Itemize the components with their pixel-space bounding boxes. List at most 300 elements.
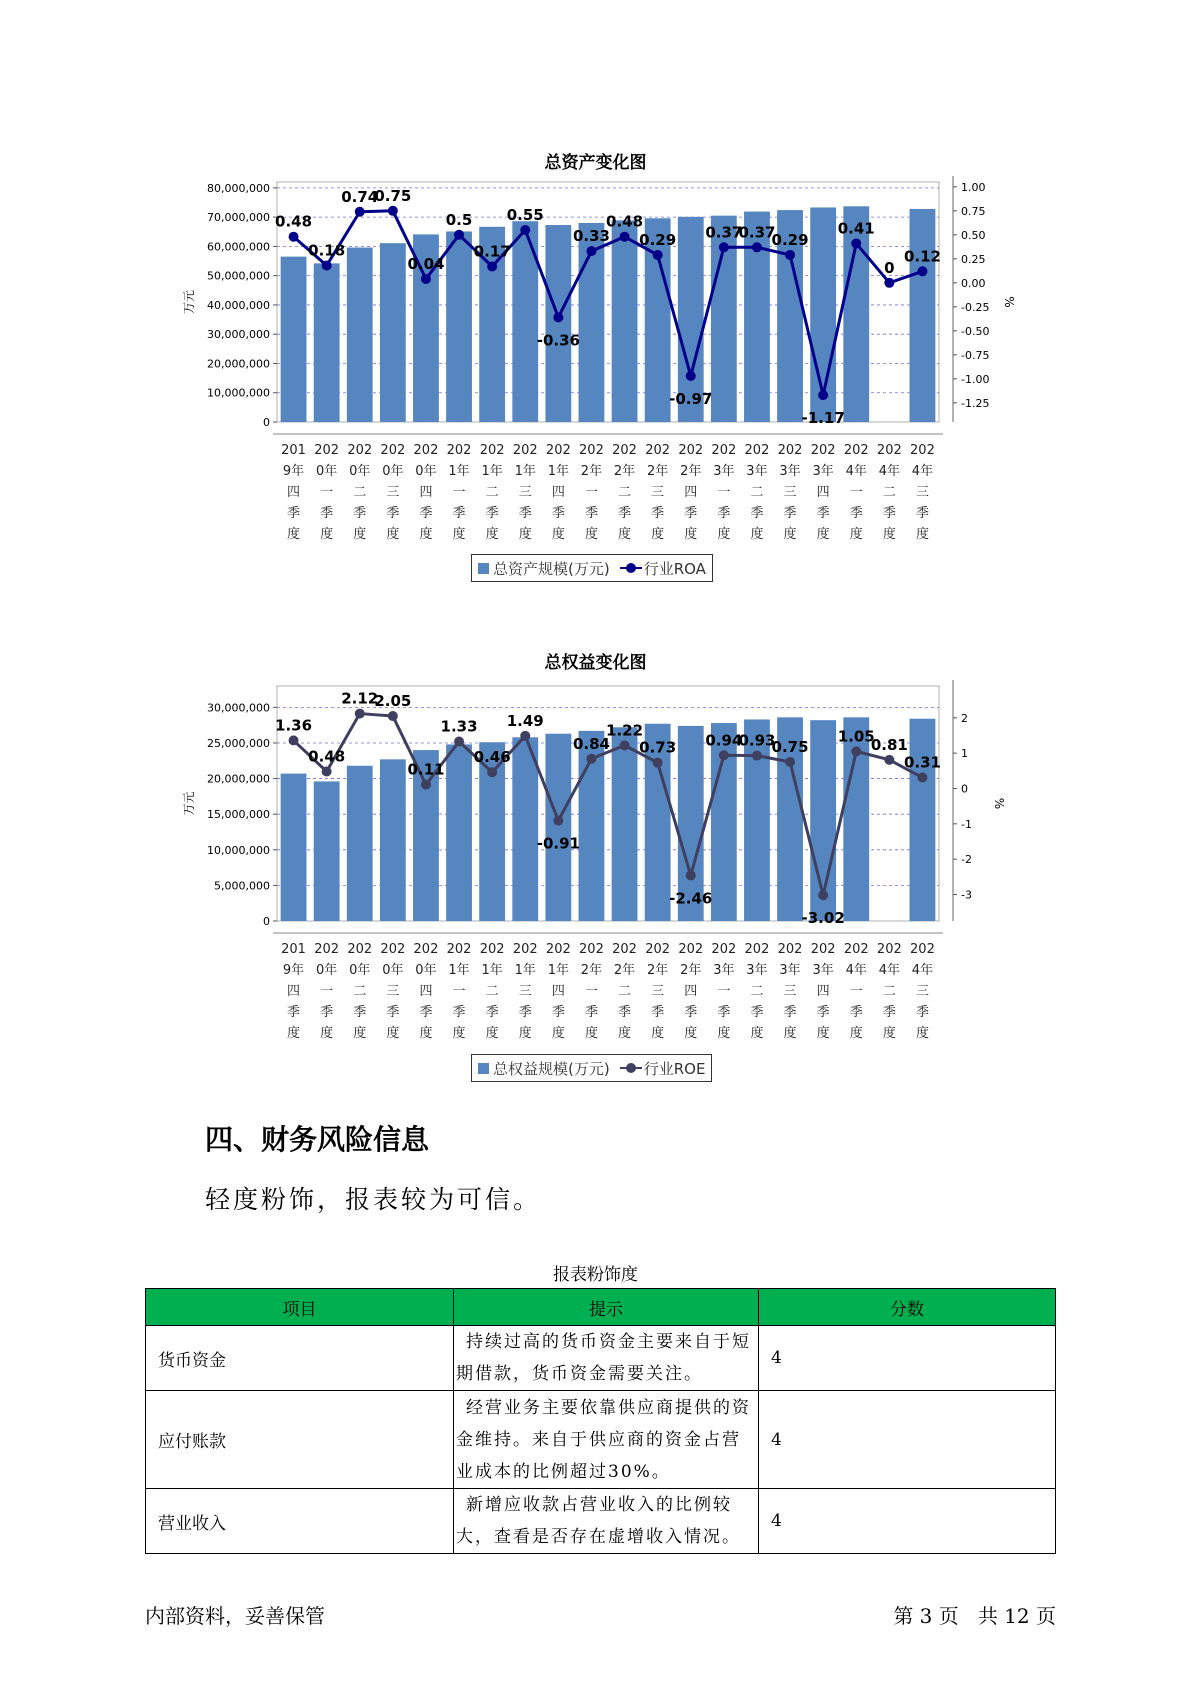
x-tick-label: 202 bbox=[347, 443, 373, 458]
x-tick-label: 一 bbox=[452, 984, 466, 999]
x-tick-label: 三 bbox=[386, 984, 400, 999]
line-point bbox=[818, 890, 828, 900]
bar bbox=[347, 766, 373, 921]
x-tick-label: 度 bbox=[684, 1026, 698, 1041]
x-tick-label: 三 bbox=[518, 485, 532, 500]
x-tick-label: 度 bbox=[353, 1026, 367, 1041]
bar bbox=[347, 248, 373, 422]
x-tick-label: 1年 bbox=[448, 464, 470, 479]
x-tick-label: 四 bbox=[551, 485, 565, 500]
x-tick-label: 度 bbox=[386, 527, 400, 542]
data-label: 0.46 bbox=[473, 748, 511, 767]
line-point bbox=[322, 767, 332, 777]
y-axis-label: 万元 bbox=[182, 791, 196, 816]
table-caption: 报表粉饰度 bbox=[553, 1265, 638, 1285]
x-tick-label: 202 bbox=[347, 942, 373, 957]
x-tick-label: 度 bbox=[816, 527, 830, 542]
x-tick-label: 0年 bbox=[316, 963, 338, 978]
data-label: 0.74 bbox=[341, 187, 379, 206]
x-tick-label: 202 bbox=[314, 443, 340, 458]
line-point bbox=[487, 767, 497, 777]
y2-tick-label: 0 bbox=[961, 782, 968, 796]
total-assets-chart-svg bbox=[0, 140, 1191, 560]
y-tick-label: 20,000,000 bbox=[207, 772, 270, 786]
data-label: -2.46 bbox=[669, 889, 713, 908]
data-label: 0.29 bbox=[639, 230, 677, 249]
chart-legend bbox=[471, 554, 713, 582]
line-point bbox=[719, 750, 729, 760]
bar bbox=[380, 243, 406, 422]
line-point bbox=[884, 755, 894, 765]
x-tick-label: 202 bbox=[876, 443, 902, 458]
x-tick-label: 202 bbox=[777, 942, 803, 957]
x-tick-label: 202 bbox=[413, 942, 439, 957]
line-point bbox=[719, 242, 729, 252]
x-tick-label: 度 bbox=[717, 527, 731, 542]
line-point bbox=[520, 225, 530, 235]
x-tick-label: 202 bbox=[645, 942, 671, 957]
x-tick-label: 度 bbox=[849, 527, 863, 542]
data-label: -3.02 bbox=[801, 909, 845, 928]
row-score: 4 bbox=[759, 1326, 1056, 1391]
y2-tick-label: -0.75 bbox=[961, 348, 990, 362]
data-label: 0.41 bbox=[837, 219, 875, 238]
x-tick-label: 202 bbox=[479, 443, 505, 458]
data-label: 0.93 bbox=[738, 731, 776, 750]
x-tick-label: 季 bbox=[882, 1005, 896, 1020]
x-tick-label: 度 bbox=[551, 527, 565, 542]
x-tick-label: 0年 bbox=[382, 464, 404, 479]
bar bbox=[512, 737, 538, 921]
x-tick-label: 四 bbox=[684, 485, 698, 500]
x-tick-label: 2年 bbox=[613, 464, 636, 479]
data-label: 0.75 bbox=[374, 186, 412, 205]
x-tick-label: 202 bbox=[380, 942, 406, 957]
x-tick-label: 二 bbox=[353, 485, 367, 500]
legend-bar-label: 总权益规模(万元) bbox=[493, 1059, 610, 1078]
y2-tick-label: 1.00 bbox=[961, 180, 986, 194]
data-label: 0.48 bbox=[308, 747, 346, 766]
x-tick-label: 3年 bbox=[779, 464, 801, 479]
y-tick-label: 5,000,000 bbox=[214, 879, 270, 893]
y2-tick-label: -1.25 bbox=[961, 396, 990, 410]
bar bbox=[380, 759, 406, 921]
x-tick-label: 202 bbox=[744, 443, 770, 458]
line-point bbox=[322, 261, 332, 271]
data-label: -0.91 bbox=[536, 834, 580, 853]
x-tick-label: 二 bbox=[750, 485, 764, 500]
x-tick-label: 0年 bbox=[349, 963, 371, 978]
x-tick-label: 202 bbox=[314, 942, 340, 957]
data-label: -0.36 bbox=[536, 331, 580, 350]
risk-table bbox=[145, 1288, 1056, 1554]
bar bbox=[314, 781, 340, 921]
y-tick-label: 40,000,000 bbox=[207, 298, 270, 312]
x-tick-label: 季 bbox=[816, 1005, 830, 1020]
x-tick-label: 三 bbox=[651, 984, 665, 999]
x-tick-label: 度 bbox=[750, 527, 764, 542]
x-tick-label: 季 bbox=[485, 506, 499, 521]
x-tick-label: 202 bbox=[810, 443, 836, 458]
y-tick-label: 10,000,000 bbox=[207, 386, 270, 400]
bar bbox=[910, 719, 936, 921]
y-tick-label: 50,000,000 bbox=[207, 269, 270, 283]
row-hint: 新增应收款占营业收入的比例较大，查看是否存在虚增收入情况。 bbox=[454, 1489, 759, 1554]
x-tick-label: 9年 bbox=[282, 464, 305, 479]
x-tick-label: 4年 bbox=[845, 963, 867, 978]
x-tick-label: 一 bbox=[717, 984, 731, 999]
x-tick-label: 4年 bbox=[878, 963, 900, 978]
x-tick-label: 季 bbox=[882, 506, 896, 521]
x-tick-label: 3年 bbox=[713, 963, 735, 978]
bar bbox=[910, 209, 936, 422]
x-tick-label: 三 bbox=[386, 485, 400, 500]
x-tick-label: 202 bbox=[843, 443, 869, 458]
x-tick-label: 202 bbox=[810, 942, 836, 957]
data-label: 0.94 bbox=[705, 731, 743, 750]
x-tick-label: 四 bbox=[816, 485, 830, 500]
data-label: 0.48 bbox=[275, 212, 313, 231]
table-row bbox=[146, 1391, 1056, 1489]
data-label: 1.36 bbox=[275, 716, 313, 735]
x-tick-label: 1年 bbox=[514, 464, 536, 479]
data-label: 0.75 bbox=[771, 737, 809, 756]
x-tick-label: 0年 bbox=[349, 464, 371, 479]
y2-tick-label: -2 bbox=[961, 853, 972, 867]
x-tick-label: 202 bbox=[843, 942, 869, 957]
x-tick-label: 202 bbox=[512, 942, 538, 957]
total-equity-chart-svg bbox=[0, 640, 1191, 1060]
y-tick-label: 80,000,000 bbox=[207, 181, 270, 195]
line-point bbox=[620, 740, 630, 750]
x-tick-label: 度 bbox=[618, 1026, 632, 1041]
x-tick-label: 度 bbox=[684, 527, 698, 542]
y2-tick-label: 0.25 bbox=[961, 252, 986, 266]
x-tick-label: 9年 bbox=[282, 963, 305, 978]
x-tick-label: 季 bbox=[419, 1005, 433, 1020]
y2-tick-label: -1.00 bbox=[961, 372, 990, 386]
bar bbox=[612, 727, 638, 921]
legend-bar-swatch bbox=[478, 563, 489, 574]
data-label: 0.5 bbox=[445, 210, 473, 229]
x-tick-label: 202 bbox=[612, 942, 637, 957]
x-tick-label: 度 bbox=[915, 1026, 929, 1041]
x-tick-label: 季 bbox=[518, 1005, 532, 1020]
y-tick-label: 60,000,000 bbox=[207, 240, 270, 254]
data-label: 0.31 bbox=[903, 753, 941, 772]
x-tick-label: 3年 bbox=[713, 464, 735, 479]
x-tick-label: 季 bbox=[684, 506, 698, 521]
line-point bbox=[785, 250, 795, 260]
x-tick-label: 度 bbox=[750, 1026, 764, 1041]
x-tick-label: 季 bbox=[717, 1005, 731, 1020]
x-tick-label: 一 bbox=[452, 485, 466, 500]
data-label: 0.84 bbox=[572, 734, 610, 753]
x-tick-label: 度 bbox=[651, 1026, 665, 1041]
bar bbox=[314, 263, 340, 422]
x-tick-label: 四 bbox=[551, 984, 565, 999]
row-score: 4 bbox=[759, 1489, 1056, 1554]
line-point bbox=[653, 758, 663, 768]
x-tick-label: 202 bbox=[744, 942, 770, 957]
line-point bbox=[355, 709, 365, 719]
x-tick-label: 202 bbox=[512, 443, 538, 458]
bar bbox=[446, 231, 472, 422]
x-tick-label: 0年 bbox=[415, 963, 437, 978]
y2-axis-label: % bbox=[1002, 296, 1016, 308]
line-point bbox=[851, 746, 861, 756]
x-tick-label: 季 bbox=[717, 506, 731, 521]
x-tick-label: 度 bbox=[518, 527, 532, 542]
y2-tick-label: -1 bbox=[961, 817, 972, 831]
x-tick-label: 2年 bbox=[580, 464, 603, 479]
x-tick-label: 四 bbox=[287, 984, 301, 999]
x-tick-label: 季 bbox=[651, 506, 665, 521]
y-tick-label: 70,000,000 bbox=[207, 211, 270, 225]
x-tick-label: 三 bbox=[518, 984, 532, 999]
x-tick-label: 一 bbox=[320, 984, 334, 999]
x-tick-label: 季 bbox=[320, 1005, 334, 1020]
x-tick-label: 度 bbox=[287, 1026, 301, 1041]
x-tick-label: 度 bbox=[287, 527, 301, 542]
legend-line-label: 行业ROE bbox=[643, 1059, 706, 1078]
line-point bbox=[884, 278, 894, 288]
line-point bbox=[454, 230, 464, 240]
line-point bbox=[388, 711, 398, 721]
x-tick-label: 1年 bbox=[481, 963, 503, 978]
x-tick-label: 202 bbox=[612, 443, 637, 458]
y2-axis-label: % bbox=[992, 797, 1006, 810]
line-point bbox=[355, 207, 365, 217]
x-tick-label: 202 bbox=[446, 443, 472, 458]
x-tick-label: 202 bbox=[910, 942, 935, 957]
data-label: 1.33 bbox=[440, 717, 478, 736]
table-row bbox=[146, 1489, 1056, 1554]
x-tick-label: 4年 bbox=[845, 464, 867, 479]
y-tick-label: 15,000,000 bbox=[207, 808, 270, 822]
x-tick-label: 季 bbox=[618, 1005, 632, 1020]
bar bbox=[545, 734, 571, 921]
y-tick-label: 30,000,000 bbox=[207, 328, 270, 342]
line-point bbox=[686, 870, 696, 880]
x-tick-label: 2年 bbox=[613, 963, 636, 978]
y2-tick-label: 0.75 bbox=[961, 204, 986, 218]
y2-tick-label: 0.00 bbox=[961, 276, 986, 290]
line-point bbox=[454, 736, 464, 746]
x-tick-label: 季 bbox=[783, 506, 797, 521]
row-score: 4 bbox=[759, 1391, 1056, 1489]
x-tick-label: 度 bbox=[353, 527, 367, 542]
x-tick-label: 季 bbox=[783, 1005, 797, 1020]
row-hint: 持续过高的货币资金主要来自于短期借款，货币资金需要关注。 bbox=[454, 1326, 759, 1391]
data-label: 2.05 bbox=[374, 692, 412, 711]
line-point bbox=[818, 390, 828, 400]
x-tick-label: 度 bbox=[386, 1026, 400, 1041]
data-label: 0.48 bbox=[606, 212, 644, 231]
line-point bbox=[289, 232, 299, 242]
x-tick-label: 一 bbox=[320, 485, 334, 500]
legend-line-label: 行业ROA bbox=[643, 559, 706, 578]
row-item: 营业收入 bbox=[146, 1489, 454, 1554]
x-tick-label: 一 bbox=[717, 485, 731, 500]
x-tick-label: 3年 bbox=[779, 963, 801, 978]
x-tick-label: 度 bbox=[452, 527, 466, 542]
x-tick-label: 季 bbox=[849, 1005, 863, 1020]
x-tick-label: 度 bbox=[551, 1026, 565, 1041]
x-tick-label: 四 bbox=[287, 485, 301, 500]
x-tick-label: 2年 bbox=[680, 464, 702, 479]
line-point bbox=[487, 261, 497, 271]
footer-page-number: 第 3 页 共 12 页 bbox=[893, 1604, 1056, 1628]
x-tick-label: 一 bbox=[584, 485, 598, 500]
data-label: 0.18 bbox=[308, 241, 346, 260]
y-tick-label: 0 bbox=[263, 915, 270, 928]
x-tick-label: 202 bbox=[645, 443, 671, 458]
x-tick-label: 度 bbox=[485, 527, 499, 542]
x-tick-label: 季 bbox=[551, 506, 565, 521]
x-tick-label: 二 bbox=[485, 485, 499, 500]
x-tick-label: 202 bbox=[380, 443, 406, 458]
x-tick-label: 202 bbox=[678, 942, 704, 957]
chart-title: 总资产变化图 bbox=[544, 153, 647, 173]
y-tick-label: 10,000,000 bbox=[207, 843, 270, 857]
line-point bbox=[686, 371, 696, 381]
line-point bbox=[851, 238, 861, 248]
data-label: -0.97 bbox=[669, 389, 713, 408]
data-label: 0 bbox=[884, 258, 895, 277]
x-tick-label: 202 bbox=[545, 942, 571, 957]
line-point bbox=[586, 246, 596, 256]
x-tick-label: 1年 bbox=[514, 963, 536, 978]
x-tick-label: 4年 bbox=[878, 464, 900, 479]
x-tick-label: 2年 bbox=[647, 963, 669, 978]
x-tick-label: 3年 bbox=[812, 963, 834, 978]
x-tick-label: 季 bbox=[618, 506, 632, 521]
x-tick-label: 度 bbox=[584, 1026, 598, 1041]
x-tick-label: 季 bbox=[584, 506, 598, 521]
x-tick-label: 季 bbox=[915, 506, 929, 521]
x-tick-label: 度 bbox=[783, 1026, 797, 1041]
data-label: 0.04 bbox=[407, 254, 445, 273]
data-label: 1.49 bbox=[506, 711, 544, 730]
line-point bbox=[553, 816, 563, 826]
x-tick-label: 4年 bbox=[911, 464, 934, 479]
data-label: 1.05 bbox=[837, 727, 875, 746]
x-tick-label: 201 bbox=[281, 443, 306, 458]
legend-bar-swatch bbox=[478, 1063, 489, 1074]
x-tick-label: 度 bbox=[584, 527, 598, 542]
x-tick-label: 度 bbox=[849, 1026, 863, 1041]
x-tick-label: 四 bbox=[684, 984, 698, 999]
x-tick-label: 二 bbox=[618, 984, 632, 999]
y2-tick-label: 0.50 bbox=[961, 228, 986, 242]
x-tick-label: 季 bbox=[584, 1005, 598, 1020]
x-tick-label: 季 bbox=[518, 506, 532, 521]
x-tick-label: 3年 bbox=[812, 464, 834, 479]
bar bbox=[545, 225, 571, 422]
y2-tick-label: -0.50 bbox=[961, 324, 990, 338]
data-label: 1.22 bbox=[606, 721, 644, 740]
x-tick-label: 度 bbox=[320, 1026, 334, 1041]
x-tick-label: 1年 bbox=[448, 963, 470, 978]
x-tick-label: 一 bbox=[849, 485, 863, 500]
x-tick-label: 度 bbox=[783, 527, 797, 542]
x-tick-label: 二 bbox=[353, 984, 367, 999]
data-label: -1.17 bbox=[801, 409, 845, 428]
y2-tick-label: 2 bbox=[961, 711, 968, 725]
x-tick-label: 三 bbox=[915, 984, 929, 999]
y-axis-label: 万元 bbox=[182, 289, 196, 315]
line-point bbox=[917, 773, 927, 783]
legend-bar-label: 总资产规模(万元) bbox=[493, 559, 610, 578]
x-tick-label: 季 bbox=[287, 506, 301, 521]
x-tick-label: 4年 bbox=[911, 963, 934, 978]
x-tick-label: 季 bbox=[386, 506, 400, 521]
x-tick-label: 202 bbox=[777, 443, 803, 458]
x-tick-label: 202 bbox=[678, 443, 704, 458]
x-tick-label: 2年 bbox=[647, 464, 669, 479]
x-tick-label: 季 bbox=[320, 506, 334, 521]
line-point bbox=[917, 266, 927, 276]
y2-tick-label: -3 bbox=[961, 888, 972, 902]
x-tick-label: 度 bbox=[717, 1026, 731, 1041]
bar bbox=[281, 774, 307, 921]
data-label: 0.37 bbox=[705, 223, 743, 242]
x-tick-label: 季 bbox=[452, 1005, 466, 1020]
x-tick-label: 季 bbox=[816, 506, 830, 521]
x-tick-label: 季 bbox=[915, 1005, 929, 1020]
x-tick-label: 0年 bbox=[415, 464, 437, 479]
x-tick-label: 202 bbox=[711, 942, 737, 957]
bar bbox=[612, 220, 638, 422]
x-tick-label: 季 bbox=[419, 506, 433, 521]
header-score: 分数 bbox=[759, 1289, 1056, 1326]
data-label: 0.29 bbox=[771, 230, 809, 249]
line-point bbox=[421, 274, 431, 284]
table-row bbox=[146, 1326, 1056, 1391]
x-tick-label: 二 bbox=[750, 984, 764, 999]
bar bbox=[446, 744, 472, 921]
row-item: 货币资金 bbox=[146, 1326, 454, 1391]
x-tick-label: 季 bbox=[287, 1005, 301, 1020]
x-tick-label: 三 bbox=[915, 485, 929, 500]
x-tick-label: 度 bbox=[419, 1026, 433, 1041]
data-label: 0.17 bbox=[473, 242, 511, 261]
x-tick-label: 季 bbox=[750, 1005, 764, 1020]
x-tick-label: 季 bbox=[452, 506, 466, 521]
line-point bbox=[752, 242, 762, 252]
section-body: 轻度粉饰，报表较为可信。 bbox=[205, 1185, 542, 1214]
x-tick-label: 季 bbox=[353, 506, 367, 521]
x-tick-label: 201 bbox=[281, 942, 306, 957]
x-tick-label: 度 bbox=[915, 527, 929, 542]
x-tick-label: 0年 bbox=[382, 963, 404, 978]
x-tick-label: 1年 bbox=[481, 464, 503, 479]
header-item: 项目 bbox=[146, 1289, 454, 1326]
x-tick-label: 0年 bbox=[316, 464, 338, 479]
y-tick-label: 25,000,000 bbox=[207, 736, 270, 750]
line-point bbox=[388, 206, 398, 216]
x-tick-label: 202 bbox=[579, 942, 604, 957]
x-tick-label: 度 bbox=[882, 1026, 896, 1041]
x-tick-label: 202 bbox=[479, 942, 505, 957]
header-hint: 提示 bbox=[454, 1289, 759, 1326]
x-tick-label: 季 bbox=[485, 1005, 499, 1020]
line-point bbox=[553, 312, 563, 322]
legend-line-swatch bbox=[620, 563, 642, 573]
line-point bbox=[653, 250, 663, 260]
x-tick-label: 度 bbox=[651, 527, 665, 542]
